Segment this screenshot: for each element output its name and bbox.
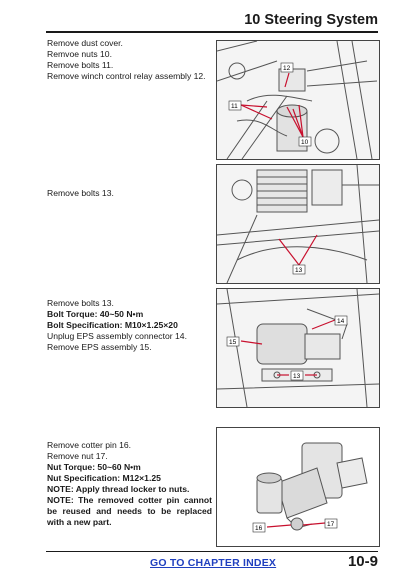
figure-step-2-drawing (217, 165, 379, 283)
svg-text:13: 13 (295, 267, 303, 274)
figure-step-4-drawing (217, 428, 379, 546)
callout-10 (299, 137, 311, 146)
step-3-line-3: Bolt Specification: M10×1.25×20 (47, 320, 178, 330)
figure-step-3 (216, 288, 380, 408)
footer-rule (46, 551, 378, 552)
page-number: 10-9 (347, 553, 378, 570)
step-4-line-4: Nut Specification: M12×1.25 (47, 473, 161, 483)
callout-11 (229, 101, 241, 110)
step-4-text (47, 440, 212, 528)
step-1-line-2: Remvoe nuts 10. (47, 49, 112, 59)
step-4-line-3: Nut Torque: 50~60 N•m (47, 462, 141, 472)
callout-15 (227, 337, 239, 346)
callout-13 (293, 265, 305, 274)
chapter-title: 10 Steering System (244, 12, 378, 28)
header-rule (46, 31, 378, 33)
step-4-line-6: NOTE: The removed cotter pin cannot be reused and needs to be replaced with a new part. (47, 495, 212, 527)
callout-14 (335, 316, 347, 325)
step-3-line-5: Remove EPS assembly 15. (47, 342, 152, 352)
callout-17 (325, 519, 337, 528)
step-1-text (47, 38, 212, 82)
figure-step-1 (216, 40, 380, 160)
step-2-line-1: Remove bolts 13. (47, 188, 114, 198)
callout-13b (291, 371, 303, 380)
svg-text:17: 17 (327, 521, 335, 528)
step-3-line-4: Unplug EPS assembly connector 14. (47, 331, 187, 341)
step-3-line-1: Remove bolts 13. (47, 298, 114, 308)
step-4-line-5: NOTE: Apply thread locker to nuts. (47, 484, 190, 494)
step-4-line-2: Remove nut 17. (47, 451, 108, 461)
callout-12 (281, 63, 293, 72)
svg-text:13: 13 (293, 373, 301, 380)
figure-step-3-drawing (217, 289, 379, 407)
step-3-text (47, 298, 212, 353)
callout-16 (253, 523, 265, 532)
svg-text:15: 15 (229, 339, 237, 346)
step-4-line-1: Remove cotter pin 16. (47, 440, 132, 450)
figure-step-4 (216, 427, 380, 547)
svg-text:10: 10 (301, 139, 309, 146)
step-1-line-3: Remove bolts 11. (47, 60, 114, 70)
step-1-line-1: Remove dust cover. (47, 38, 123, 48)
step-3-line-2: Bolt Torque: 40~50 N•m (47, 309, 144, 319)
figure-step-2 (216, 164, 380, 284)
step-2-text (47, 188, 212, 199)
svg-text:11: 11 (231, 103, 238, 110)
svg-text:12: 12 (283, 65, 291, 72)
step-1-line-4: Remove winch control relay assembly 12. (47, 71, 206, 81)
svg-text:14: 14 (337, 318, 345, 325)
svg-text:16: 16 (255, 525, 263, 532)
chapter-index-link[interactable]: GO TO CHAPTER INDEX (150, 557, 277, 569)
figure-step-1-drawing (217, 41, 379, 159)
